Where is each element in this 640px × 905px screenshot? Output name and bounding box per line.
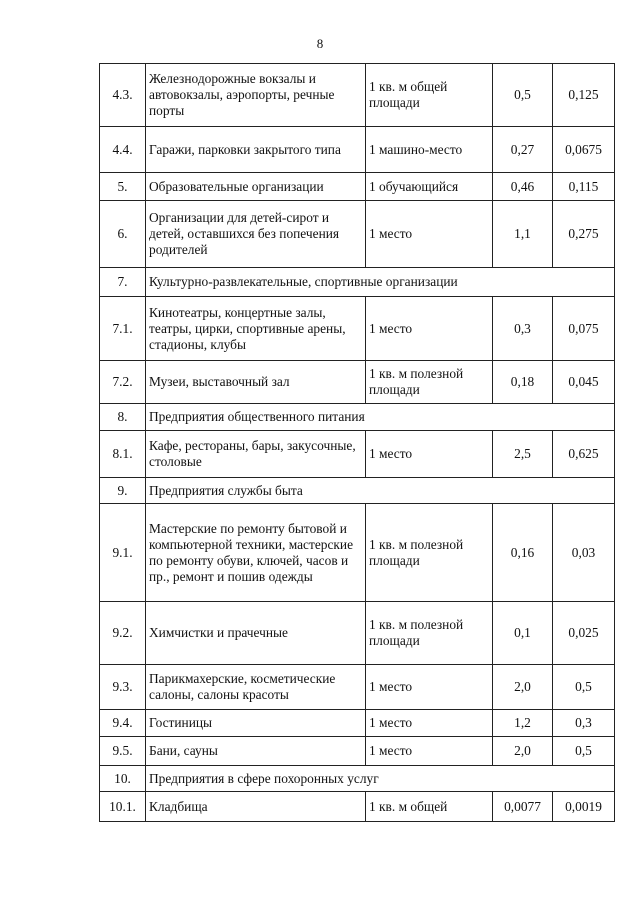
- row-unit: 1 место: [366, 297, 493, 361]
- row-value-2: 0,0675: [553, 127, 615, 173]
- row-unit: 1 кв. м общей: [366, 792, 493, 822]
- row-value-2: 0,03: [553, 504, 615, 602]
- row-value-1: 0,1: [493, 602, 553, 665]
- row-value-1: 0,46: [493, 173, 553, 201]
- table-row: [100, 504, 615, 602]
- row-number: 7.1.: [100, 297, 146, 361]
- row-value-1: 2,0: [493, 737, 553, 766]
- section-number: 10.: [100, 766, 146, 792]
- row-name: Музеи, выставочный зал: [146, 361, 366, 404]
- row-value-2: 0,5: [553, 665, 615, 710]
- row-value-1: 0,0077: [493, 792, 553, 822]
- section-title: Предприятия в сфере похоронных услуг: [146, 766, 615, 792]
- table-row: [100, 737, 615, 766]
- row-value-1: 0,27: [493, 127, 553, 173]
- row-number: 5.: [100, 173, 146, 201]
- row-name: Железнодорожные вокзалы и автовокзалы, аэропорты, речные порты: [146, 64, 366, 127]
- row-number: 9.2.: [100, 602, 146, 665]
- row-value-1: 1,1: [493, 201, 553, 268]
- norms-table-body: [100, 64, 615, 822]
- row-value-2: 0,3: [553, 710, 615, 737]
- row-value-1: 0,5: [493, 64, 553, 127]
- row-value-2: 0,275: [553, 201, 615, 268]
- row-number: 9.1.: [100, 504, 146, 602]
- section-row: [100, 766, 615, 792]
- section-number: 8.: [100, 404, 146, 431]
- section-title: Предприятия общественного питания: [146, 404, 615, 431]
- row-number: 10.1.: [100, 792, 146, 822]
- row-number: 7.2.: [100, 361, 146, 404]
- row-value-1: 0,16: [493, 504, 553, 602]
- row-value-2: 0,0019: [553, 792, 615, 822]
- row-unit: 1 обучающийся: [366, 173, 493, 201]
- row-name: Образовательные организации: [146, 173, 366, 201]
- row-name: Организации для детей-сирот и детей, оставшихся без попечения родителей: [146, 201, 366, 268]
- table-row: [100, 297, 615, 361]
- row-unit: 1 кв. м общей площади: [366, 64, 493, 127]
- table-row: [100, 173, 615, 201]
- row-unit: 1 место: [366, 431, 493, 478]
- row-unit: 1 место: [366, 737, 493, 766]
- row-unit: 1 кв. м полезной площади: [366, 504, 493, 602]
- section-number: 9.: [100, 478, 146, 504]
- table-row: [100, 710, 615, 737]
- row-value-1: 2,0: [493, 665, 553, 710]
- row-number: 4.3.: [100, 64, 146, 127]
- table-row: [100, 602, 615, 665]
- table-row: [100, 792, 615, 822]
- row-name: Химчистки и прачечные: [146, 602, 366, 665]
- norms-table: [99, 63, 615, 822]
- section-row: [100, 268, 615, 297]
- row-number: 9.4.: [100, 710, 146, 737]
- section-title: Предприятия службы быта: [146, 478, 615, 504]
- row-unit: 1 кв. м полезной площади: [366, 361, 493, 404]
- table-row: [100, 127, 615, 173]
- row-unit: 1 место: [366, 710, 493, 737]
- table-row: [100, 361, 615, 404]
- row-number: 8.1.: [100, 431, 146, 478]
- section-title: Культурно-развлекательные, спортивные организации: [146, 268, 615, 297]
- row-name: Кладбища: [146, 792, 366, 822]
- row-name: Кафе, рестораны, бары, закусочные, столовые: [146, 431, 366, 478]
- row-name: Кинотеатры, концертные залы, театры, цирки, спортивные арены, стадионы, клубы: [146, 297, 366, 361]
- row-value-2: 0,5: [553, 737, 615, 766]
- section-row: [100, 404, 615, 431]
- row-number: 9.3.: [100, 665, 146, 710]
- row-value-1: 2,5: [493, 431, 553, 478]
- row-unit: 1 кв. м полезной площади: [366, 602, 493, 665]
- table-row: [100, 64, 615, 127]
- section-number: 7.: [100, 268, 146, 297]
- row-number: 4.4.: [100, 127, 146, 173]
- row-value-1: 1,2: [493, 710, 553, 737]
- row-value-2: 0,125: [553, 64, 615, 127]
- row-value-1: 0,18: [493, 361, 553, 404]
- row-number: 9.5.: [100, 737, 146, 766]
- row-value-1: 0,3: [493, 297, 553, 361]
- row-value-2: 0,075: [553, 297, 615, 361]
- row-name: Бани, сауны: [146, 737, 366, 766]
- table-row: [100, 201, 615, 268]
- table-row: [100, 431, 615, 478]
- table-row: [100, 665, 615, 710]
- row-unit: 1 место: [366, 201, 493, 268]
- row-value-2: 0,625: [553, 431, 615, 478]
- row-name: Парикмахерские, косметические салоны, салоны красоты: [146, 665, 366, 710]
- row-unit: 1 место: [366, 665, 493, 710]
- section-row: [100, 478, 615, 504]
- row-name: Мастерские по ремонту бытовой и компьютерной техники, мастерские по ремонту обуви, ключей, часов и пр., ремонт и пошив одежды: [146, 504, 366, 602]
- row-value-2: 0,025: [553, 602, 615, 665]
- row-name: Гостиницы: [146, 710, 366, 737]
- row-unit: 1 машино-место: [366, 127, 493, 173]
- row-name: Гаражи, парковки закрытого типа: [146, 127, 366, 173]
- row-value-2: 0,115: [553, 173, 615, 201]
- row-number: 6.: [100, 201, 146, 268]
- page-number: 8: [316, 36, 324, 51]
- row-value-2: 0,045: [553, 361, 615, 404]
